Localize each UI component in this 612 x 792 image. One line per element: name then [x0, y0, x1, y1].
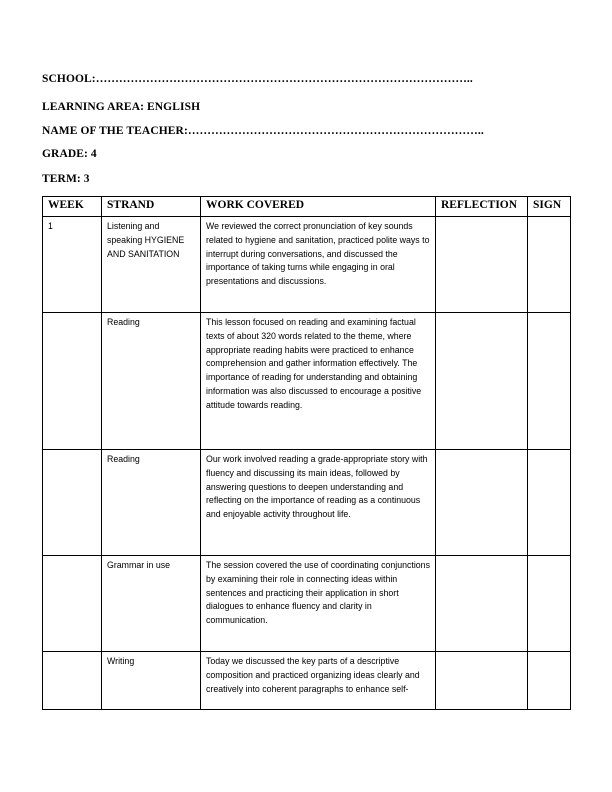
week-cell: 1	[43, 217, 102, 313]
teacher-name-line: NAME OF THE TEACHER:…………………………………………………………………..	[42, 125, 484, 137]
reflection-cell[interactable]	[436, 313, 528, 450]
work-covered-table	[42, 196, 571, 710]
work-covered-cell: The session covered the use of coordinating conjunctions by examining their role in connecting ideas within sentences and practicing their application in short dialogues to enhance fluency and clarity in communication.	[201, 556, 436, 652]
table-header-row	[43, 197, 571, 217]
work-covered-cell: We reviewed the correct pronunciation of key sounds related to hygiene and sanitation, practiced polite ways to interrupt during conversations, and discussed the importance of taking turns while engaging in oral presentations and discussions.	[201, 217, 436, 313]
sign-cell[interactable]	[528, 652, 571, 710]
term-line: TERM: 3	[42, 173, 90, 185]
week-cell	[43, 652, 102, 710]
reflection-cell[interactable]	[436, 450, 528, 556]
learning-area-line: LEARNING AREA: ENGLISH	[42, 101, 201, 113]
week-cell	[43, 450, 102, 556]
table-row	[43, 556, 571, 652]
work-covered-cell: Our work involved reading a grade-appropriate story with fluency and discussing its main ideas, followed by answering questions to deepen understanding and reflecting on the importance of reading as a continuous and enjoyable activity throughout life.	[201, 450, 436, 556]
sign-cell[interactable]	[528, 313, 571, 450]
grade-line: GRADE: 4	[42, 148, 97, 160]
col-header-week: WEEK	[43, 197, 102, 217]
work-covered-cell: Today we discussed the key parts of a descriptive composition and practiced organizing ideas clearly and creatively into coherent paragraphs to enhance self-	[201, 652, 436, 710]
strand-cell: Reading	[102, 450, 201, 556]
table-row	[43, 450, 571, 556]
reflection-cell[interactable]	[436, 556, 528, 652]
week-cell	[43, 556, 102, 652]
strand-cell: Grammar in use	[102, 556, 201, 652]
table-row	[43, 313, 571, 450]
week-cell	[43, 313, 102, 450]
sign-cell[interactable]	[528, 556, 571, 652]
strand-cell: Reading	[102, 313, 201, 450]
col-header-strand: STRAND	[102, 197, 201, 217]
sign-cell[interactable]	[528, 217, 571, 313]
sign-cell[interactable]	[528, 450, 571, 556]
work-covered-cell: This lesson focused on reading and examining factual texts of about 320 words related to the theme, where appropriate reading habits were practiced to enhance comprehension and gather information effectively. The importance of reading for understanding and obtaining information was also discussed to encourage a positive attitude towards reading.	[201, 313, 436, 450]
col-header-work-covered: WORK COVERED	[201, 197, 436, 217]
reflection-cell[interactable]	[436, 217, 528, 313]
table-row	[43, 217, 571, 313]
reflection-cell[interactable]	[436, 652, 528, 710]
school-line: SCHOOL:……………………………………………………………………………………..	[42, 73, 473, 85]
table-row	[43, 652, 571, 710]
strand-cell: Listening and speaking HYGIENE AND SANITATION	[102, 217, 201, 313]
strand-cell: Writing	[102, 652, 201, 710]
col-header-reflection: REFLECTION	[436, 197, 528, 217]
col-header-sign: SIGN	[528, 197, 571, 217]
